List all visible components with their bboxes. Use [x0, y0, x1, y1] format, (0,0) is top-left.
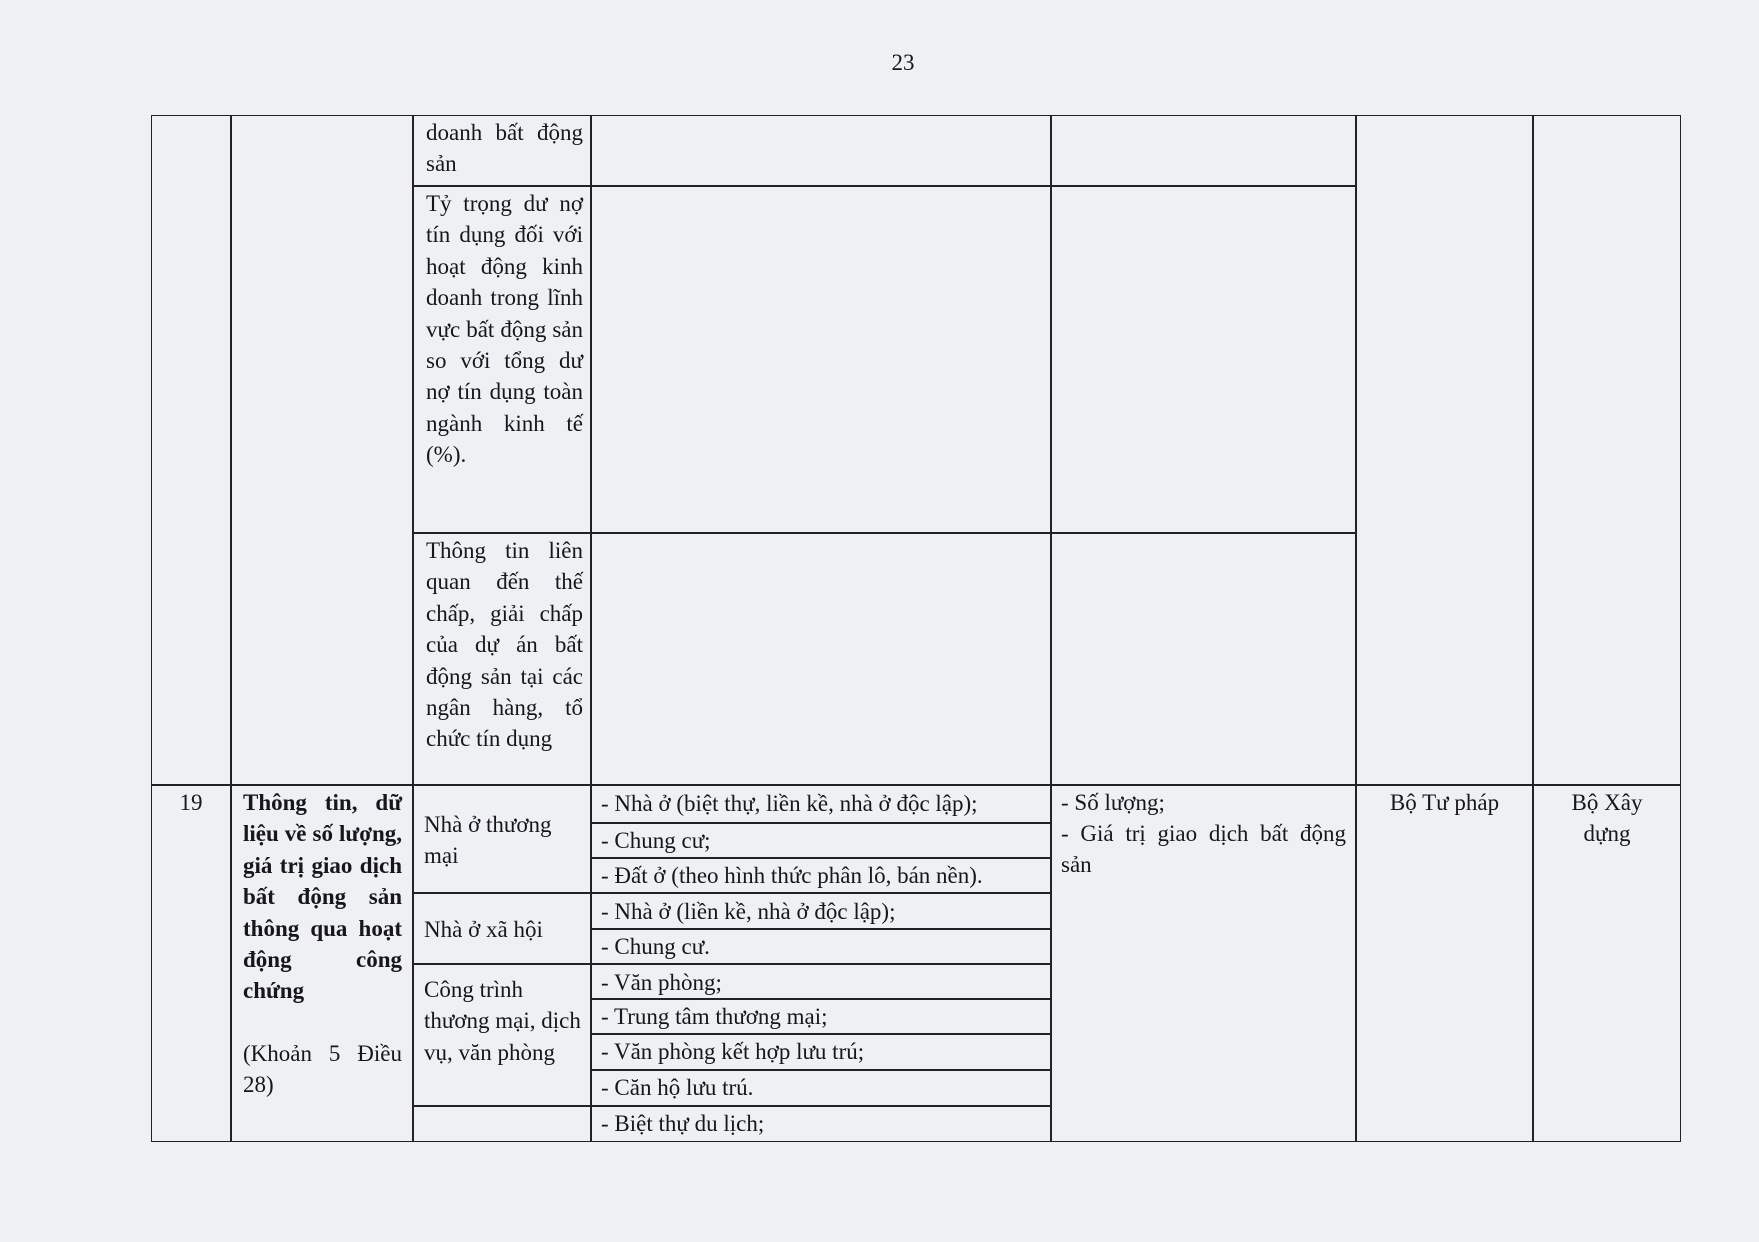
column-divider	[1355, 115, 1357, 1142]
item-divider	[590, 857, 1051, 859]
item-divider	[590, 1069, 1051, 1071]
list-item: - Văn phòng;	[601, 970, 722, 995]
indicator-item: - Số lượng;	[1061, 790, 1165, 815]
receiver-cell: Bộ Xây dựng	[1571, 790, 1643, 847]
column-divider	[1050, 115, 1052, 1142]
group-divider	[412, 1105, 1051, 1107]
row-divider	[151, 784, 1681, 786]
row-title: Thông tin, dữ liệu về số lượng, giá trị giao dịch bất động sản thông qua hoạt động công chứng	[243, 790, 402, 1004]
group-name: Công trình thương mại, dịch vụ, văn phòng	[424, 977, 581, 1065]
column-divider	[590, 115, 592, 1142]
item-divider	[590, 998, 1051, 1000]
group-divider	[412, 892, 1051, 894]
list-item: - Đất ở (theo hình thức phân lô, bán nền).	[601, 863, 983, 888]
provider-cell: Bộ Tư pháp	[1389, 790, 1500, 815]
group-name: Nhà ở xã hội	[424, 917, 543, 942]
row-number: 19	[179, 790, 203, 815]
list-item: - Trung tâm thương mại;	[601, 1004, 828, 1029]
criteria-cell: Thông tin liên quan đến thế chấp, giải chấp của dự án bất động sản tại các ngân hàng, tổ chức tín dụng	[426, 538, 583, 752]
list-item: - Văn phòng kết hợp lưu trú;	[601, 1039, 865, 1064]
list-item: - Chung cư;	[601, 828, 711, 853]
row-divider	[412, 532, 1356, 534]
indicator-item: - Giá trị giao dịch bất động sản	[1061, 821, 1346, 878]
item-divider	[590, 928, 1051, 930]
page-number: 23	[891, 50, 915, 75]
list-item: - Biệt thự du lịch;	[601, 1111, 765, 1136]
item-divider	[590, 1033, 1051, 1035]
item-divider	[590, 822, 1051, 824]
row-reference: (Khoản 5 Điều 28)	[243, 1041, 402, 1098]
list-item: - Nhà ở (liền kề, nhà ở độc lập);	[601, 899, 896, 924]
row-divider	[412, 185, 1356, 187]
list-item: - Chung cư.	[601, 934, 710, 959]
list-item: - Căn hộ lưu trú.	[601, 1075, 754, 1100]
criteria-cell: doanh bất động sản	[426, 120, 583, 177]
column-divider	[1532, 115, 1534, 1142]
column-divider	[412, 115, 414, 1142]
list-item: - Nhà ở (biệt thự, liền kề, nhà ở độc lập);	[601, 791, 978, 816]
group-divider	[412, 963, 1051, 965]
group-name: Nhà ở thương mại	[424, 812, 552, 869]
column-divider	[230, 115, 232, 1142]
criteria-cell: Tỷ trọng dư nợ tín dụng đối với hoạt động kinh doanh trong lĩnh vực bất động sản so với tổng dư nợ tín dụng toàn ngành kinh tế (%).	[426, 191, 583, 468]
